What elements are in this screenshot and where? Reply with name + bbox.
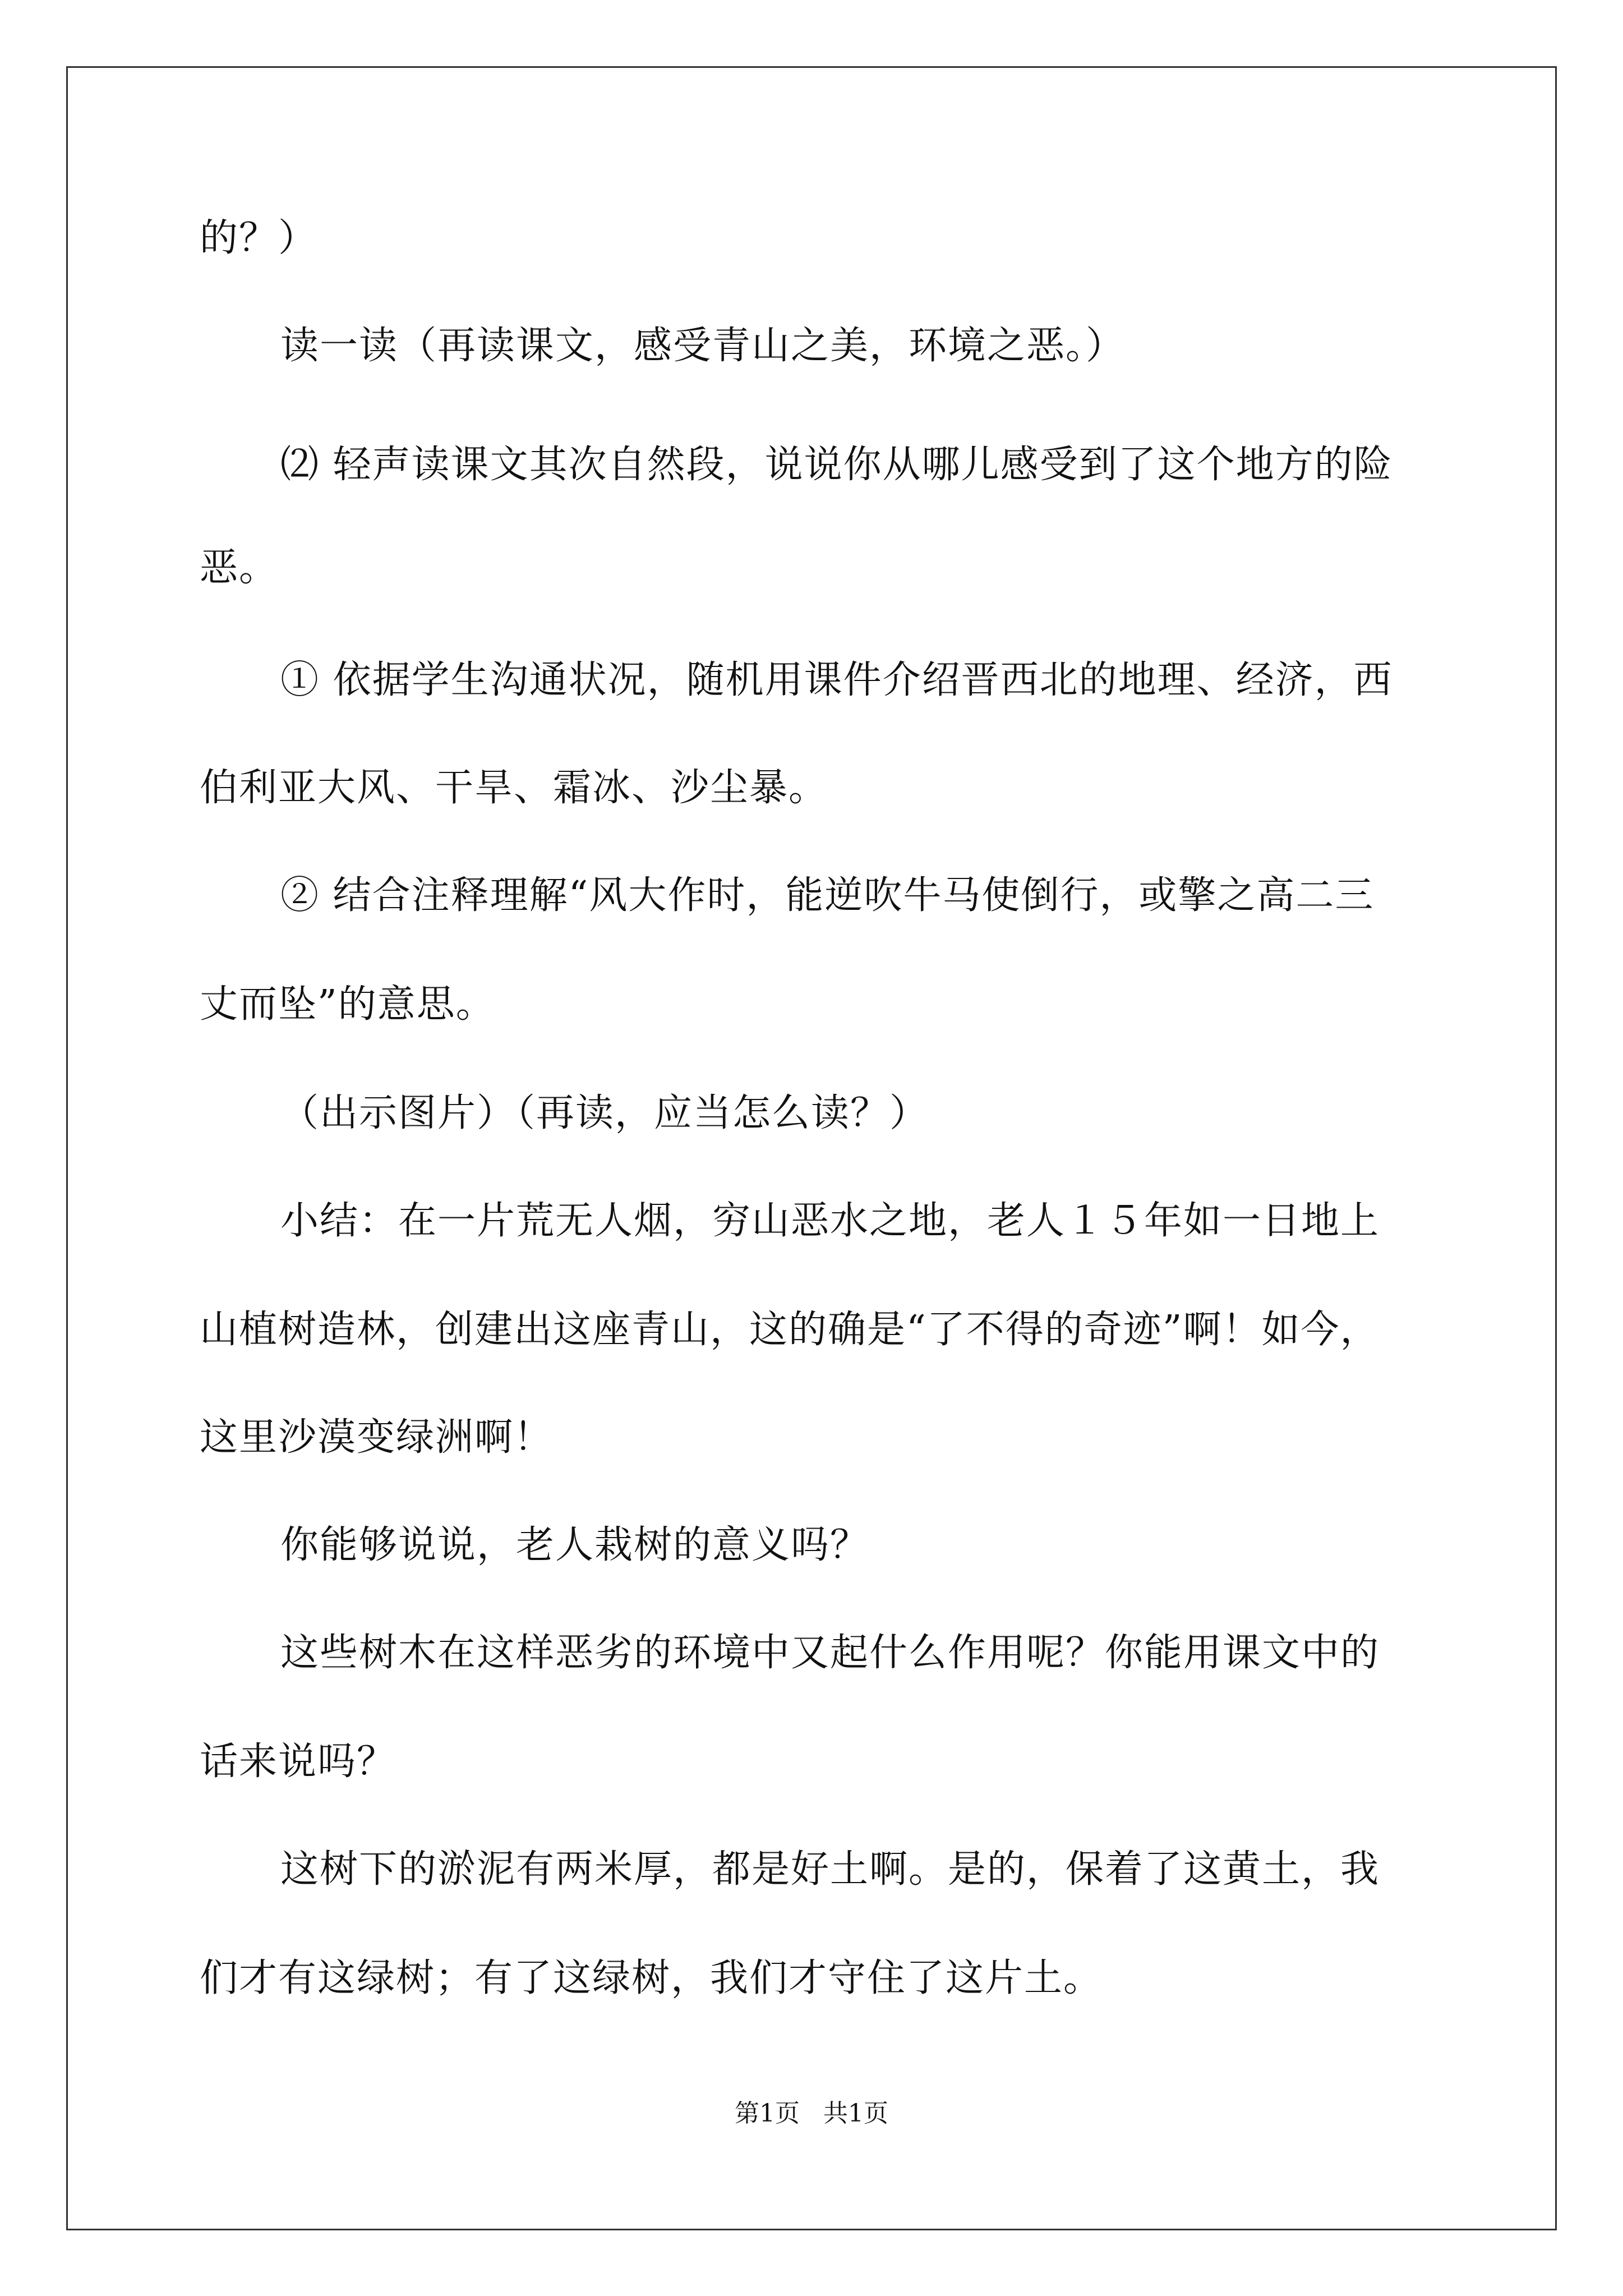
text-line: 丈而坠”的意思。 <box>200 982 495 1027</box>
page-footer: 第1页 共1页 <box>735 2099 888 2128</box>
text-line: ⑵ 轻声读课文其次自然段，说说你从哪儿感受到了这个地方的险 <box>280 443 1393 487</box>
text-line: 山植树造林，创建出这座青山，这的确是“了不得的奇迹”啊！如今， <box>200 1308 1380 1352</box>
text-line: 这些树木在这样恶劣的环境中又起什么作用呢？你能用课文中的 <box>280 1631 1380 1675</box>
text-line: 恶。 <box>200 546 279 590</box>
text-line: 你能够说说，老人栽树的意义吗？ <box>280 1523 870 1567</box>
text-line: 这树下的淤泥有两米厚，都是好土啊。是的，保着了这黄土，我 <box>280 1847 1380 1892</box>
text-line: 们才有这绿树；有了这绿树，我们才守住了这片土。 <box>200 1956 1103 2000</box>
text-line: 的？） <box>200 216 318 260</box>
text-line: 这里沙漠变绿洲啊！ <box>200 1415 554 1460</box>
text-line: ② 结合注释理解“风大作时，能逆吹牛马使倒行，或擎之高二三 <box>280 873 1375 918</box>
text-line: 小结：在一片荒无人烟，穷山恶水之地，老人１５年如一日地上 <box>280 1199 1380 1243</box>
text-line: ① 依据学生沟通状况，随机用课件介绍晋西北的地理、经济，西 <box>280 658 1393 702</box>
text-line: 伯利亚大风、干旱、霜冰、沙尘暴。 <box>200 766 828 810</box>
text-line: （出示图片）（再读，应当怎么读？） <box>280 1091 929 1135</box>
text-line: 读一读（再读课文，感受青山之美，环境之恶。） <box>280 324 1126 368</box>
text-line: 话来说吗？ <box>200 1740 396 1784</box>
page-border <box>66 66 1557 2230</box>
